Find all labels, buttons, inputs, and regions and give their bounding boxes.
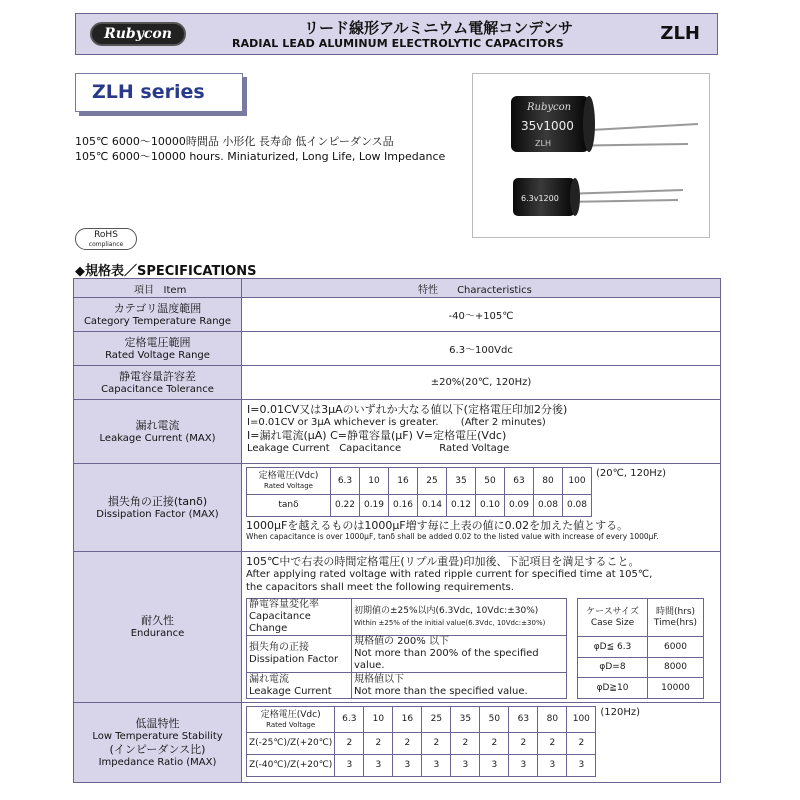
title-jp: リード線形アルミニウム電解コンデンサ — [304, 19, 573, 37]
table-cell: 6.3 — [335, 707, 364, 733]
table-cell: 3 — [364, 755, 393, 777]
table-cell: 0.12 — [447, 495, 476, 517]
table-cell: 10 — [360, 468, 389, 495]
table-cell: 63 — [505, 468, 534, 495]
table-cell: 63 — [509, 707, 538, 733]
table-cell: 0.19 — [360, 495, 389, 517]
table-cell: 2 — [480, 733, 509, 755]
product-photo — [472, 73, 710, 238]
table-cell: 3 — [451, 755, 480, 777]
table-cell: 3 — [422, 755, 451, 777]
table-cell: 2 — [364, 733, 393, 755]
series-code: ZLH — [660, 23, 700, 44]
table-cell: 3 — [538, 755, 567, 777]
description-en: 105℃ 6000～10000 hours. Miniaturized, Long Life, Low Impedance — [75, 150, 446, 163]
series-label-box — [75, 73, 243, 112]
series-label: ZLH series — [92, 81, 205, 103]
table-cell: 80 — [538, 707, 567, 733]
row-tolerance: 静電容量許容差 Capacitance Tolerance ±20%(20℃, 120Hz) — [74, 366, 721, 400]
table-cell: 16 — [389, 468, 418, 495]
dissipation-table: 定格電圧(Vdc) Rated Voltage 6.3 10 16 25 35 50 63 80 100 tanδ 0.22 0.19 0.16 0.14 0.12 0.10 0.09 0.08 0.08 — [246, 467, 592, 517]
table-cell: 0.08 — [563, 495, 592, 517]
table-cell: 0.09 — [505, 495, 534, 517]
table-header: 項目 Item 特性 Characteristics — [74, 279, 721, 298]
table-cell: 80 — [534, 468, 563, 495]
row-dissipation: 損失角の正接(tanδ) Dissipation Factor (MAX) 定格電圧(Vdc) Rated Voltage 6.3 10 16 25 35 50 63 80 100 tanδ 0.22 0.19 0.16 0.14 0.12 0.10 0.09 0.08 0.08 (20℃, 120Hz) 1000μFを越えるものは1000μF増す毎に上表の値に0.02を加えた値とする。 When capacitance is over 1000μF, tanδ shall be added 0.02 to the listed value with increase of every 1000μF. — [74, 464, 721, 552]
spec-table — [73, 278, 721, 783]
table-cell: 3 — [393, 755, 422, 777]
capacitor-illustration — [473, 74, 710, 238]
table-cell: 2 — [538, 733, 567, 755]
table-row: 損失角の正接 Dissipation Factor 規格値の 200% 以下 Not more than 200% of the specified value. — [247, 636, 567, 673]
table-cell: 0.10 — [476, 495, 505, 517]
row-low-temperature: 低温特性 Low Temperature Stability (インピーダンス比) Impedance Ratio (MAX) 定格電圧(Vdc) Rated Voltage 6.3 10 16 25 35 50 63 80 100 Z(-25℃)/Z(+20℃) 2 2 2 2 2 2 2 2 2 Z(-40℃)/Z(+20℃) 3 3 3 3 3 3 3 3 3 (120Hz) — [74, 703, 721, 783]
table-cell: 50 — [476, 468, 505, 495]
df-note-en: When capacitance is over 1000μF, tanδ shall be added 0.02 to the listed value with increase of every 1000μF. — [246, 532, 659, 541]
table-cell: 6.3 — [331, 468, 360, 495]
table-cell: 25 — [418, 468, 447, 495]
table-cell: 2 — [451, 733, 480, 755]
row-endurance: 耐久性 Endurance 105℃中で右表の時間定格電圧(リプル重畳)印加後、下記項目を満足すること。 After applying rated voltage with rated ripple current for specified time at 105℃, the capacitors shall meet the following requirements. 静電容量変化率 Capacitance Change 初期値の±25%以内(6.3Vdc, 10Vdc:±30%) Within ±25% of the initial value(6.3Vdc, 10Vdc:±30%) 損失角の正接 Dissipation Factor 規格値の 200% 以下 Not more than 200% of the specified value. 漏れ電流 Leakage Current 規格値以下 Not more than the specified value. ケースサイズ Case Size 時間(hrs) Time(hrs) φD≦ 6.3 6000 φD=8 8000 φD≧10 10000 — [74, 552, 721, 703]
table-cell: 10 — [364, 707, 393, 733]
table-cell: 2 — [567, 733, 596, 755]
row-voltage: 定格電圧範囲 Rated Voltage Range 6.3～100Vdc — [74, 332, 721, 366]
rohs-badge: RoHS compliance — [75, 228, 137, 250]
spec-title: ◆規格表／SPECIFICATIONS — [75, 264, 257, 279]
table-cell: 0.14 — [418, 495, 447, 517]
row-temperature: カテゴリ温度範囲 Category Temperature Range -40～+105℃ — [74, 298, 721, 332]
cap1-brand: Rubycon — [527, 102, 572, 113]
cap1-series: ZLH — [535, 139, 551, 148]
table-cell: 25 — [422, 707, 451, 733]
table-cell: 0.22 — [331, 495, 360, 517]
table-cell: 35 — [447, 468, 476, 495]
table-cell: 2 — [422, 733, 451, 755]
df-note-jp: 1000μFを越えるものは1000μF増す毎に上表の値に0.02を加えた値とする。 — [246, 519, 629, 532]
table-cell: 0.08 — [534, 495, 563, 517]
endurance-table — [246, 598, 567, 699]
case-size-table: ケースサイズ Case Size 時間(hrs) Time(hrs) φD≦ 6.3 6000 φD=8 8000 φD≧10 10000 — [577, 598, 704, 699]
cap2-rating: 6.3v1200 — [521, 194, 559, 203]
table-cell: 16 — [393, 707, 422, 733]
table-cell: 100 — [563, 468, 592, 495]
table-cell: 3 — [480, 755, 509, 777]
table-cell: 3 — [509, 755, 538, 777]
table-cell: 3 — [335, 755, 364, 777]
low-condition: (120Hz) — [600, 707, 640, 718]
cap1-rating: 35v1000 — [521, 119, 574, 133]
table-cell: 2 — [335, 733, 364, 755]
table-cell: 50 — [480, 707, 509, 733]
header-banner — [75, 13, 718, 55]
table-cell: 0.16 — [389, 495, 418, 517]
row-leakage: 漏れ電流 Leakage Current (MAX) I=0.01CV又は3μAのいずれか大なる値以下(定格電圧印加2分後) I=0.01CV or 3μA whichever is greater. (After 2 minutes) I=漏れ電流(μA) C=静電容量(μF) V=定格電圧(Vdc) Leakage Current Capacitance Rated Voltage — [74, 400, 721, 464]
brand-logo: Rubycon — [90, 22, 186, 46]
df-condition: (20℃, 120Hz) — [596, 468, 666, 479]
table-row: 漏れ電流 Leakage Current 規格値以下 Not more than the specified value. — [247, 673, 567, 699]
table-cell: 3 — [567, 755, 596, 777]
table-row: 静電容量変化率 Capacitance Change 初期値の±25%以内(6.3Vdc, 10Vdc:±30%) Within ±25% of the initial value(6.3Vdc, 10Vdc:±30%) — [247, 599, 567, 636]
title-en: RADIAL LEAD ALUMINUM ELECTROLYTIC CAPACITORS — [232, 37, 564, 50]
table-cell: 2 — [393, 733, 422, 755]
impedance-ratio-table: 定格電圧(Vdc) Rated Voltage 6.3 10 16 25 35 50 63 80 100 Z(-25℃)/Z(+20℃) 2 2 2 2 2 2 2 2 2 Z(-40℃)/Z(+20℃) 3 3 3 3 3 3 3 3 3 — [246, 706, 596, 777]
table-cell: 35 — [451, 707, 480, 733]
description-jp: 105℃ 6000～10000時間品 小形化 長寿命 低インピーダンス品 — [75, 135, 394, 148]
table-cell: 100 — [567, 707, 596, 733]
table-cell: 2 — [509, 733, 538, 755]
